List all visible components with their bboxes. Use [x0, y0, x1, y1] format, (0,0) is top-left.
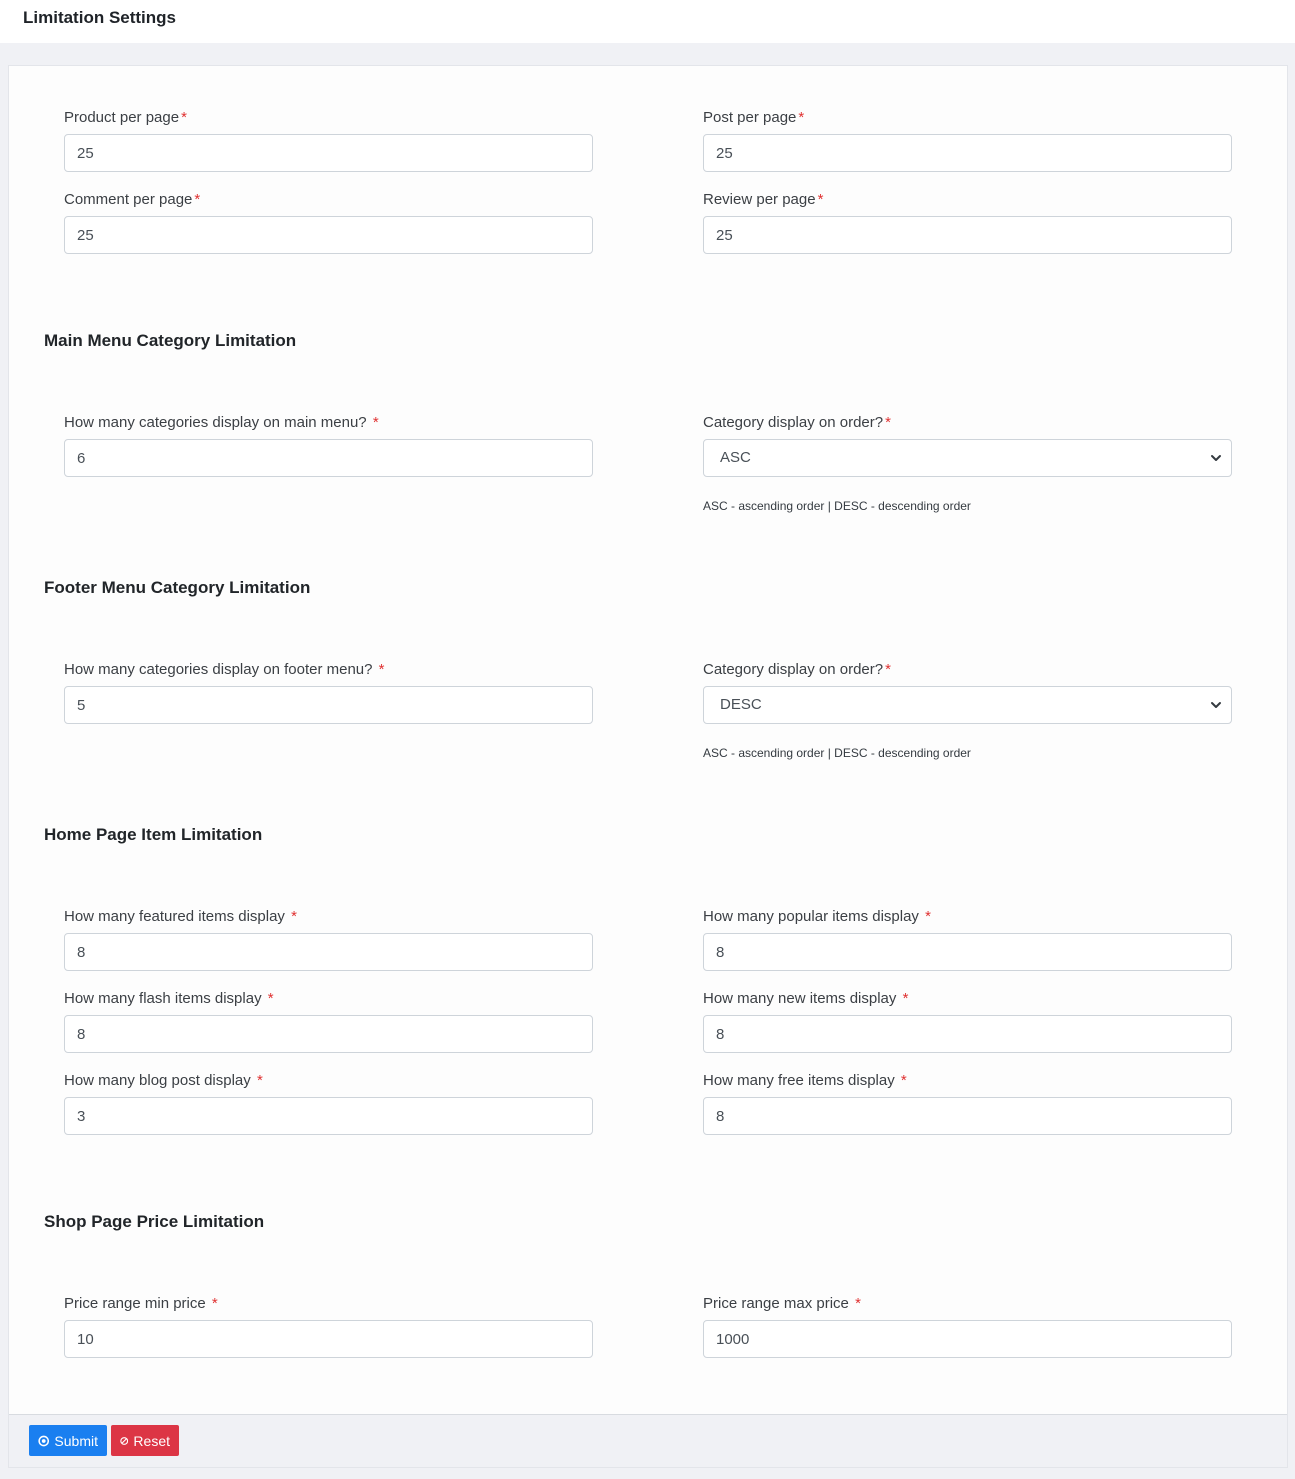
main-menu-order-label: Category display on order? * — [703, 414, 891, 431]
comment-per-page-label: Comment per page * — [64, 191, 201, 208]
shop-page-section-title: Shop Page Price Limitation — [44, 1212, 265, 1231]
footer-menu-order-hint: ASC - ascending order | DESC - descending order — [703, 746, 971, 760]
featured-items-input[interactable] — [64, 933, 593, 971]
new-items-input[interactable] — [703, 1015, 1232, 1053]
footer-menu-count-input[interactable] — [64, 686, 593, 724]
max-price-label: Price range max price * — [703, 1295, 861, 1312]
page-title: Limitation Settings — [23, 8, 176, 27]
blog-post-label: How many blog post display * — [64, 1072, 263, 1089]
main-menu-order-hint: ASC - ascending order | DESC - descending order — [703, 499, 971, 513]
dot-circle-icon — [38, 1435, 49, 1447]
submit-button-label: Submit — [54, 1432, 98, 1449]
comment-per-page-input[interactable] — [64, 216, 593, 254]
new-items-label: How many new items display * — [703, 990, 909, 1007]
ban-icon — [120, 1435, 128, 1447]
reset-button-label: Reset — [133, 1432, 170, 1449]
footer-menu-order-value: DESC — [720, 696, 762, 713]
post-per-page-label: Post per page * — [703, 109, 805, 126]
featured-items-label: How many featured items display * — [64, 908, 297, 925]
post-per-page-input[interactable] — [703, 134, 1232, 172]
chevron-down-icon — [1210, 699, 1222, 711]
main-menu-section-title: Main Menu Category Limitation — [44, 331, 297, 350]
min-price-input[interactable] — [64, 1320, 593, 1358]
chevron-down-icon — [1210, 452, 1222, 464]
footer-menu-order-label: Category display on order? * — [703, 661, 891, 678]
min-price-label: Price range min price * — [64, 1295, 218, 1312]
card-footer — [9, 1414, 1287, 1467]
popular-items-label: How many popular items display * — [703, 908, 931, 925]
top-header — [0, 0, 1295, 43]
footer-menu-order-select[interactable] — [703, 686, 1232, 724]
max-price-input[interactable] — [703, 1320, 1232, 1358]
footer-menu-section-title: Footer Menu Category Limitation — [44, 578, 311, 597]
popular-items-input[interactable] — [703, 933, 1232, 971]
home-page-section-title: Home Page Item Limitation — [44, 825, 263, 844]
product-per-page-input[interactable] — [64, 134, 593, 172]
free-items-label: How many free items display * — [703, 1072, 907, 1089]
main-menu-count-label: How many categories display on main menu? * — [64, 414, 379, 431]
review-per-page-input[interactable] — [703, 216, 1232, 254]
blog-post-input[interactable] — [64, 1097, 593, 1135]
main-menu-order-value: ASC — [720, 449, 751, 466]
product-per-page-label: Product per page * — [64, 109, 187, 126]
flash-items-input[interactable] — [64, 1015, 593, 1053]
submit-button[interactable] — [29, 1425, 107, 1456]
main-menu-order-select[interactable] — [703, 439, 1232, 477]
settings-card — [8, 65, 1288, 1468]
flash-items-label: How many flash items display * — [64, 990, 274, 1007]
reset-button[interactable] — [111, 1425, 179, 1456]
footer-menu-count-label: How many categories display on footer menu? * — [64, 661, 385, 678]
main-menu-count-input[interactable] — [64, 439, 593, 477]
review-per-page-label: Review per page * — [703, 191, 824, 208]
free-items-input[interactable] — [703, 1097, 1232, 1135]
